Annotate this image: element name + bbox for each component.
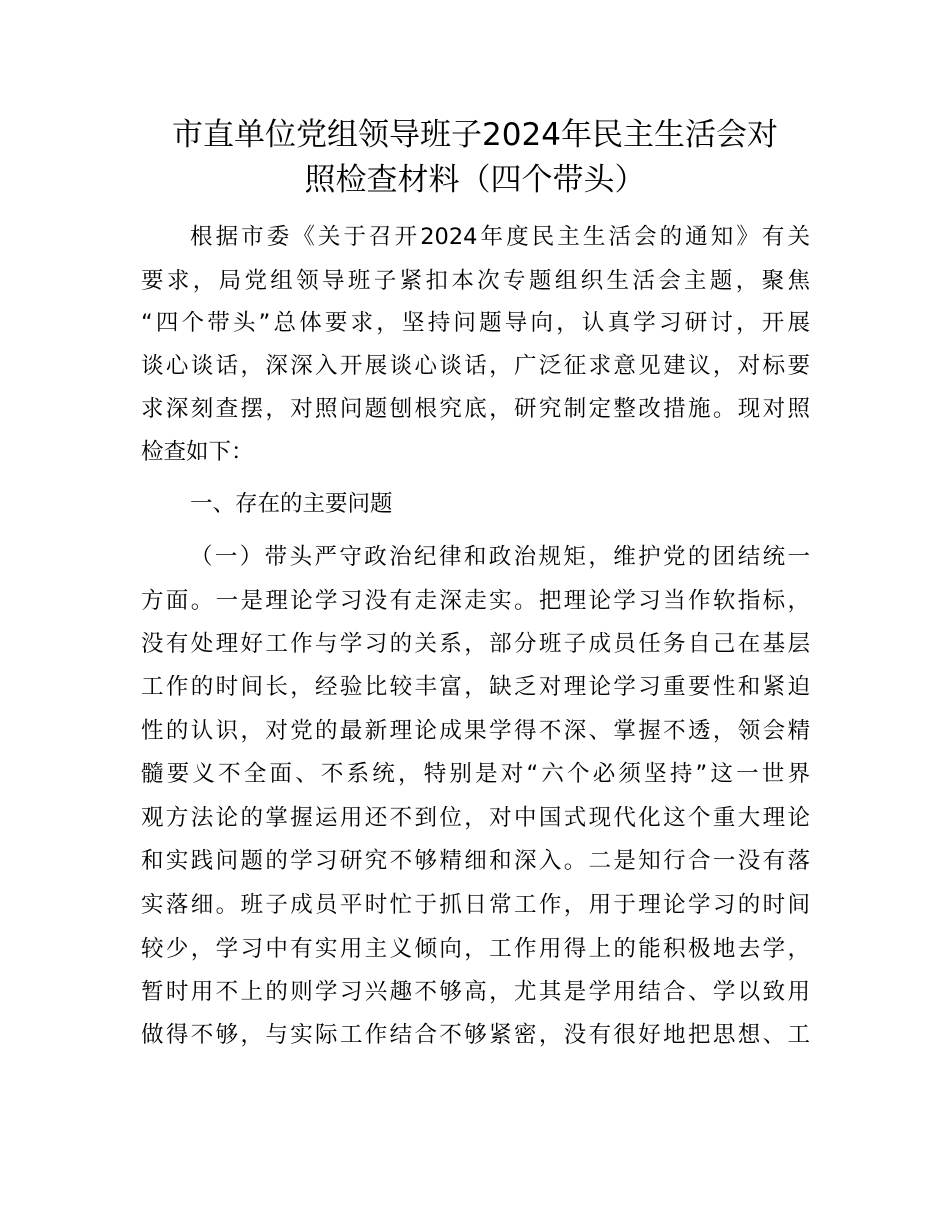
paragraph-line: 工作的时间长，经验比较丰富，缺乏对理论学习重要性和紧迫 <box>141 674 810 700</box>
paragraph-line: 检查如下： <box>141 439 254 465</box>
paragraph-line: 性的认识，对党的最新理论成果学得不深、掌握不透，领会精 <box>141 718 810 744</box>
paragraph-line: 实落细。班子成员平时忙于抓日常工作，用于理论学习的时间 <box>141 892 810 918</box>
paragraph-line: （一）带头严守政治纪律和政治规矩，维护党的团结统一 <box>190 544 810 570</box>
paragraph-line: 较少，学习中有实用主义倾向，工作用得上的能积极地去学， <box>141 936 810 962</box>
paragraph-line: 求深刻查摆，对照问题刨根究底，研究制定整改措施。现对照 <box>141 396 810 422</box>
paragraph-line: 要求，局党组领导班子紧扣本次专题组织生活会主题，聚焦 <box>141 268 810 294</box>
document-title-line-1: 市直单位党组领导班子2024年民主生活会对 <box>172 117 778 153</box>
paragraph-line: 谈心谈话，深深入开展谈心谈话，广泛征求意见建议，对标要 <box>141 353 810 379</box>
paragraph-line: 暂时用不上的则学习兴趣不够高，尤其是学用结合、学以致用 <box>141 979 810 1005</box>
paragraph-line: 和实践问题的学习研究不够精细和深入。二是知行合一没有落 <box>141 848 810 874</box>
paragraph-line: 做得不够，与实际工作结合不够紧密，没有很好地把思想、工 <box>141 1022 810 1048</box>
paragraph-line: “四个带头”总体要求，坚持问题导向，认真学习研讨，开展 <box>141 310 810 336</box>
paragraph-line: 观方法论的掌握运用还不到位，对中国式现代化这个重大理论 <box>141 805 810 831</box>
document-title-line-2: 照检查材料（四个带头） <box>304 162 646 198</box>
paragraph-line: 没有处理好工作与学习的关系，部分班子成员任务自己在基层 <box>141 631 810 657</box>
paragraph-line: 方面。一是理论学习没有走深走实。把理论学习当作软指标， <box>141 588 810 614</box>
paragraph-line: 根据市委《关于召开2024年度民主生活会的通知》有关 <box>190 224 810 250</box>
paragraph-line: 髓要义不全面、不系统，特别是对“六个必须坚持”这一世界 <box>141 761 810 787</box>
section-heading: 一、存在的主要问题 <box>190 491 393 517</box>
